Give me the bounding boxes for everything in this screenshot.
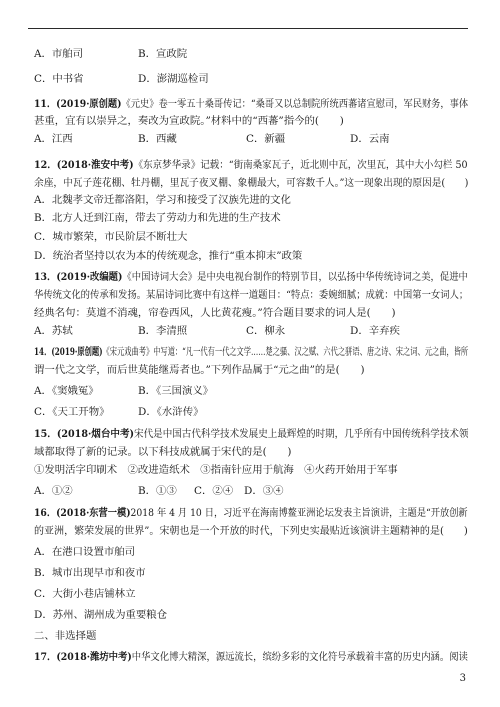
- q15-option-a: A．①②: [34, 485, 73, 497]
- q15-stem-line1: 15．(2018·烟台中考)宋代是中国古代科学技术发展史上最辉煌的时期，几乎所有中国传统科学技术领: [34, 428, 469, 440]
- q10-option-a: A．市舶司: [34, 48, 84, 60]
- q13-stem-line2: 华传统文化的传承和发扬。某届诗词比赛中有这样一道题目：“特点：委婉细腻；成就：中国第一女词人；: [34, 289, 469, 301]
- q16-option-b: B．城市出现早市和夜市: [34, 567, 146, 579]
- q11-option-c: C．新疆: [246, 133, 286, 145]
- q14-options-row2: [34, 405, 204, 419]
- q13-option-b: B．李清照: [138, 325, 188, 337]
- q14-stem-line2: 谓一代之文学，而后世莫能继焉者也。”下列作品属于“元之曲”的是( ): [34, 364, 365, 376]
- q12-option-b: B．北方人迁到江南，带去了劳动力和先进的生产技术: [34, 212, 281, 224]
- section-heading: 二、非选择题: [34, 630, 97, 642]
- q16-stem-line1: 16．(2018·东营一模)2018 年 4 月 10 日，习近平在海南博鳌亚洲论坛发表主旨演讲，主题是“开放创新: [34, 507, 468, 519]
- q12-option-d: D．统治者坚持以农为本的传统观念，推行“重本抑末”政策: [34, 250, 303, 262]
- q13-option-a: A．苏轼: [34, 325, 73, 337]
- q13-stem-line1: 13．(2019·改编题)《中国诗词大会》是中央电视台制作的特别节目，以弘扬中华传统诗词之美，促进中: [34, 271, 468, 283]
- q13-stem-line3: 经典名句：莫道不消魂，帘卷西风，人比黄花瘦。”符合题目要求的词人是( ): [34, 307, 396, 319]
- q11-stem-line1: 11．(2019·原创题)《元史》卷一零五十桑哥传记：“桑哥又以总制院所统西蕃诸宣慰司，军民财务，事体: [34, 98, 469, 110]
- q16-option-c: C．大街小巷店铺林立: [34, 588, 136, 600]
- q17-stem-line1: 17．(2018·潍坊中考)中华文化博大精深，源远流长，缤纷多彩的文化符号承载着丰富的历史内涵。阅读: [34, 651, 468, 663]
- q11-option-d: D．云南: [350, 133, 390, 145]
- q15-option-b: B．①③: [138, 485, 177, 497]
- q10-options-row1: [34, 47, 188, 61]
- q14-option-b: B．《三国演义》: [138, 385, 214, 397]
- q14-options-row1: [34, 384, 214, 398]
- q11-option-b: B．西藏: [138, 133, 177, 145]
- q12-stem-line1: 12．(2018·淮安中考)《东京梦华录》记载：“街南桑家瓦子，近北则中瓦，次里瓦，其中大小勾栏 50: [34, 159, 468, 171]
- q10-option-b: B．宣政院: [138, 48, 188, 60]
- q13-options: [34, 324, 400, 338]
- q10-option-d: D．澎湖巡检司: [138, 73, 209, 85]
- q13-option-c: C．柳永: [246, 325, 286, 337]
- q13-option-d: D．辛弃疾: [350, 325, 400, 337]
- q15-options: [34, 484, 284, 498]
- q15-option-c: C．②④: [194, 485, 234, 497]
- q16-stem-line2: 的亚洲，繁荣发展的世界”。宋朝也是一个开放的时代，下列史实最贴近该演讲主题精神的是( ): [34, 525, 468, 537]
- q14-option-c: C．《天工开物》: [34, 406, 110, 418]
- page-number: 3: [459, 673, 466, 684]
- q15-items: ①发明活字印刷术 ②改进造纸术 ③指南针应用于航海 ④火药开始用于军事: [34, 464, 398, 476]
- q12-stem-line2: 余座，中瓦子莲花棚、牡丹棚，里瓦子夜叉棚、象棚最大，可容数千人。”这一现象出现的原因是( ): [34, 177, 469, 189]
- q14-stem-line1: 14．(2019·原创题)《宋元戏曲考》中写道：“凡一代有一代之文学……楚之骚、汉之赋、六代之骈语、唐之诗、宋之词、元之曲，皆所: [34, 346, 469, 358]
- header-rule: [28, 28, 468, 29]
- q12-option-c: C．城市繁荣，市民阶层不断壮大: [34, 231, 188, 243]
- q14-option-d: D．《水浒传》: [138, 406, 204, 418]
- q11-stem-line2: 甚重，宜有以崇异之，奏改为宣政院。”材料中的“西蕃”指今的( ): [34, 115, 344, 127]
- q10-option-c: C．中书省: [34, 73, 84, 85]
- q15-option-d: D．③④: [244, 485, 284, 497]
- q10-options-row2: [34, 72, 209, 86]
- q11-options: [34, 132, 390, 146]
- q15-stem-line2: 域都取得了新的记录。以下科技成就属于宋代的是( ): [34, 446, 292, 458]
- q12-option-a: A．北魏孝文帝迁都洛阳，学习和接受了汉族先进的文化: [34, 194, 291, 206]
- q14-option-a: A．《窦娥冤》: [34, 385, 99, 397]
- q16-option-a: A．在港口设置市舶司: [34, 546, 136, 558]
- q11-option-a: A．江西: [34, 133, 73, 145]
- q16-option-d: D．苏州、湖州成为重要粮仓: [34, 609, 168, 621]
